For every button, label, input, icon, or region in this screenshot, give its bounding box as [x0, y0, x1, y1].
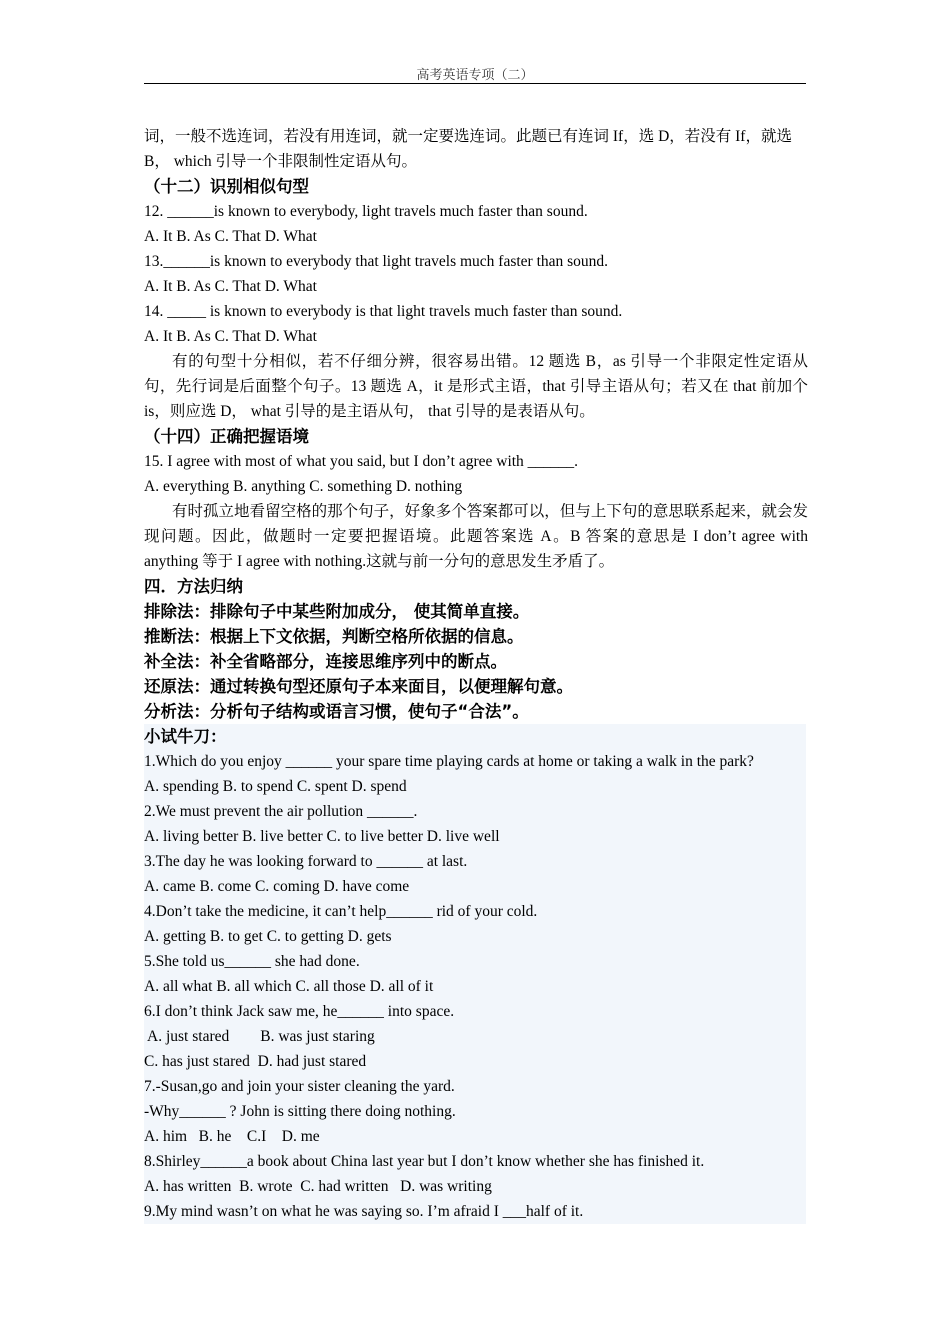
practice-line: 8.Shirley______a book about China last year but I don’t know whether she has finished it.: [144, 1153, 705, 1170]
question-13: 13.______is known to everybody that light travels much faster than sound.: [144, 253, 609, 270]
intro-line-1: 词，一般不选连词，若没有用连词，就一定要选连词。此题已有连词 If，选 D，若没有 If，就选: [144, 128, 792, 145]
section-14-explanation: 有时孤立地看留空格的那个句子，好象多个答案都可以，但与上下句的意思联系起来，就会发现问题。因此，做题时一定要把握语境。此题答案选 A。B 答案的意思是 I don’t agree with anything 等于 I agree with nothing.这就与前一分句的意思发生矛盾了。: [144, 503, 808, 570]
practice-heading: 小试牛刀：: [144, 727, 227, 746]
practice-line: A. getting B. to get C. to getting D. gets: [144, 928, 392, 945]
question-12: 12. ______is known to everybody, light travels much faster than sound.: [144, 203, 588, 220]
practice-line: A. living better B. live better C. to live better D. live well: [144, 828, 500, 845]
practice-line: 1.Which do you enjoy ______ your spare time playing cards at home or taking a walk in the park?: [144, 753, 754, 770]
practice-section: [144, 724, 806, 1224]
method-item: 分析法：分析句子结构或语言习惯，使句子“合法”。: [144, 702, 529, 721]
page-header: 高考英语专项（二）: [416, 67, 534, 82]
question-14: 14. _____ is known to everybody is that light travels much faster than sound.: [144, 303, 623, 320]
question-14-options: A. It B. As C. That D. What: [144, 328, 317, 345]
practice-line: A. all what B. all which C. all those D. all of it: [144, 978, 434, 995]
practice-line: 5.She told us______ she had done.: [144, 953, 360, 970]
method-item: 还原法：通过转换句型还原句子本来面目，以便理解句意。: [144, 677, 573, 696]
method-item: 排除法：排除句子中某些附加成分， 使其简单直接。: [144, 602, 530, 621]
practice-line: A. has written B. wrote C. had written D. was writing: [144, 1178, 492, 1195]
method-item: 补全法：补全省略部分，连接思维序列中的断点。: [144, 652, 507, 671]
practice-line: C. has just stared D. had just stared: [144, 1053, 367, 1070]
header-divider: [144, 83, 806, 84]
practice-line: 3.The day he was looking forward to ______ at last.: [144, 853, 468, 870]
practice-line: 9.My mind wasn’t on what he was saying so. I’m afraid I ___half of it.: [144, 1203, 584, 1220]
question-15-options: A. everything B. anything C. something D. nothing: [144, 478, 463, 495]
practice-line: 4.Don’t take the medicine, it can’t help______ rid of your cold.: [144, 903, 538, 920]
practice-line: -Why______ ? John is sitting there doing nothing.: [144, 1103, 456, 1120]
section-12-explanation: 有的句型十分相似，若不仔细分辨，很容易出错。12 题选 B，as 引导一个非限定性定语从句，先行词是后面整个句子。13 题选 A，it 是形式主语，that 引导主语从句；若又在 that 前加个 is，则应选 D， what 引导的是主语从句， that 引导的是表语从句。: [144, 353, 808, 420]
question-12-options: A. It B. As C. That D. What: [144, 228, 317, 245]
practice-line: A. him B. he C.I D. me: [144, 1128, 320, 1145]
practice-line: A. just stared B. was just staring: [144, 1028, 375, 1045]
practice-line: 7.-Susan,go and join your sister cleaning the yard.: [144, 1078, 455, 1095]
question-15: 15. I agree with most of what you said, but I don’t agree with ______.: [144, 453, 579, 470]
methods-heading: 四．方法归纳: [144, 577, 243, 596]
document-body: [144, 124, 808, 1224]
section-14-heading: （十四）正确把握语境: [144, 427, 309, 446]
practice-line: A. came B. come C. coming D. have come: [144, 878, 410, 895]
practice-line: A. spending B. to spend C. spent D. spend: [144, 778, 407, 795]
practice-line: 6.I don’t think Jack saw me, he______ into space.: [144, 1003, 455, 1020]
section-12-heading: （十二）识别相似句型: [144, 177, 309, 196]
intro-line-2: B， which 引导一个非限制性定语从句。: [144, 153, 417, 170]
practice-line: 2.We must prevent the air pollution ______.: [144, 803, 418, 820]
question-13-options: A. It B. As C. That D. What: [144, 278, 317, 295]
method-item: 推断法：根据上下文依据，判断空格所依据的信息。: [144, 627, 524, 646]
